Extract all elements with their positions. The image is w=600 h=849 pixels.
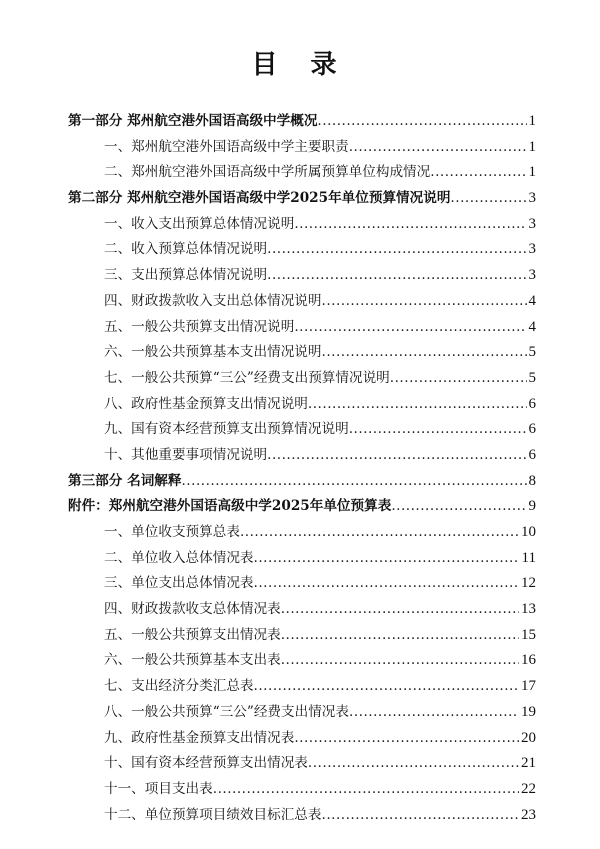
toc-entry[interactable] [68, 109, 536, 135]
toc-entry-label: 十、国有资本经营预算支出情况表 [104, 755, 308, 772]
toc-entry-page-number: 12 [521, 575, 536, 592]
toc-entry[interactable] [68, 520, 536, 546]
dot-leader [308, 755, 519, 771]
toc-entry[interactable] [68, 700, 536, 726]
toc-entry[interactable] [68, 751, 536, 777]
toc-entry[interactable] [68, 777, 536, 803]
page-title: 目 录 [251, 50, 349, 80]
table-of-contents [68, 109, 536, 828]
dot-leader [390, 370, 527, 386]
toc-entry-label: 五、一般公共预算支出情况说明 [104, 318, 295, 335]
dot-leader [281, 601, 519, 617]
toc-entry-page-number: 22 [521, 780, 536, 797]
toc-entry-page-number: 5 [528, 369, 536, 386]
toc-entry[interactable] [68, 135, 536, 161]
toc-entry[interactable] [68, 726, 536, 752]
toc-entry[interactable] [68, 469, 536, 495]
toc-entry-page-number: 1 [528, 164, 536, 181]
dot-leader [254, 575, 519, 591]
dot-leader [281, 652, 519, 668]
dot-leader [294, 319, 526, 335]
toc-entry-label: 二、郑州航空港外国语高级中学所属预算单位构成情况 [104, 164, 431, 181]
toc-entry-label: 八、一般公共预算“三公”经费支出情况表 [104, 703, 349, 720]
toc-entry-label: 十二、单位预算项目绩效目标汇总表 [104, 806, 322, 823]
toc-entry-label: 八、政府性基金预算支出情况说明 [104, 395, 308, 412]
toc-entry-page-number: 3 [528, 241, 536, 258]
toc-entry[interactable] [68, 160, 536, 186]
dot-leader [308, 396, 527, 412]
toc-entry[interactable] [68, 417, 536, 443]
toc-entry-label: 四、财政拨款收入支出总体情况说明 [104, 292, 322, 309]
toc-entry-page-number: 3 [528, 215, 536, 232]
toc-entry-label: 九、政府性基金预算支出情况表 [104, 729, 295, 746]
dot-leader [322, 344, 527, 360]
toc-entry-page-number: 19 [521, 703, 536, 720]
dot-leader [254, 550, 520, 566]
dot-leader [322, 293, 527, 309]
toc-entry-label: 二、收入预算总体情况说明 [104, 241, 268, 258]
toc-entry-label: 一、单位收支预算总表 [104, 524, 240, 540]
toc-entry-label: 第一部分 郑州航空港外国语高级中学概况 [68, 113, 318, 129]
toc-entry-page-number: 4 [528, 292, 536, 309]
dot-leader [267, 241, 526, 257]
dot-leader [430, 164, 526, 180]
toc-entry-page-number: 11 [521, 549, 536, 566]
toc-entry-page-number: 15 [521, 626, 536, 643]
toc-entry-label: 一、郑州航空港外国语高级中学主要职责 [104, 138, 349, 155]
toc-entry-label: 一、收入支出预算总体情况说明 [104, 215, 295, 232]
dot-leader [317, 113, 526, 129]
toc-entry-page-number: 1 [528, 113, 536, 129]
toc-entry-label: 附件：郑州航空港外国语高级中学2025年单位预算表 [68, 498, 392, 515]
toc-entry[interactable] [68, 494, 536, 520]
toc-entry-label: 四、财政拨款收支总体情况表 [104, 601, 281, 618]
dot-leader [294, 216, 526, 232]
toc-entry-page-number: 8 [528, 472, 536, 489]
dot-leader [349, 421, 527, 437]
dot-leader [349, 704, 519, 720]
toc-entry-page-number: 6 [528, 395, 536, 412]
dot-leader [267, 447, 526, 463]
toc-entry[interactable] [68, 289, 536, 315]
toc-entry-page-number: 1 [528, 138, 536, 155]
toc-entry-label: 二、单位收入总体情况表 [104, 549, 254, 566]
toc-entry-page-number: 3 [528, 267, 536, 284]
toc-entry[interactable] [68, 623, 536, 649]
toc-entry-page-number: 17 [521, 678, 536, 695]
toc-entry[interactable] [68, 340, 536, 366]
toc-entry-label: 三、支出预算总体情况说明 [104, 267, 268, 284]
dot-leader [349, 139, 527, 155]
toc-entry[interactable] [68, 237, 536, 263]
toc-entry-page-number: 23 [521, 806, 536, 823]
toc-entry-page-number: 4 [528, 318, 536, 335]
toc-entry[interactable] [68, 263, 536, 289]
toc-entry[interactable] [68, 546, 536, 572]
dot-leader [181, 473, 526, 489]
toc-entry[interactable] [68, 315, 536, 341]
toc-entry-page-number: 10 [521, 524, 536, 540]
toc-entry-page-number: 3 [528, 190, 536, 207]
toc-entry[interactable] [68, 212, 536, 238]
dot-leader [391, 498, 526, 514]
toc-entry[interactable] [68, 366, 536, 392]
toc-entry-page-number: 16 [521, 652, 536, 669]
toc-entry-label: 六、一般公共预算基本支出表 [104, 652, 281, 669]
toc-entry-page-number: 9 [528, 498, 536, 515]
toc-entry[interactable] [68, 392, 536, 418]
toc-entry[interactable] [68, 648, 536, 674]
toc-entry-label: 九、国有资本经营预算支出预算情况说明 [104, 421, 349, 438]
toc-entry-label: 三、单位支出总体情况表 [104, 575, 254, 592]
toc-entry-page-number: 6 [528, 446, 536, 463]
dot-leader [254, 678, 519, 694]
toc-entry-label: 第二部分 郑州航空港外国语高级中学2025年单位预算情况说明 [68, 190, 451, 207]
toc-entry[interactable] [68, 443, 536, 469]
toc-entry[interactable] [68, 186, 536, 212]
toc-entry[interactable] [68, 803, 536, 829]
dot-leader [294, 730, 519, 746]
toc-entry-page-number: 13 [521, 601, 536, 618]
toc-entry-page-number: 21 [521, 755, 536, 772]
toc-entry-label: 六、一般公共预算基本支出情况说明 [104, 344, 322, 361]
dot-leader [450, 190, 526, 206]
dot-leader [240, 524, 519, 540]
toc-entry[interactable] [68, 597, 536, 623]
dot-leader [213, 781, 519, 797]
toc-entry-label: 五、一般公共预算支出情况表 [104, 626, 281, 643]
toc-entry-page-number: 6 [528, 421, 536, 438]
dot-leader [322, 807, 520, 823]
toc-entry-label: 十一、项目支出表 [104, 780, 213, 797]
dot-leader [267, 267, 526, 283]
toc-entry-label: 第三部分 名词解释 [68, 472, 182, 489]
toc-entry-label: 十、其他重要事项情况说明 [104, 446, 268, 463]
toc-entry-page-number: 5 [528, 344, 536, 361]
toc-entry[interactable] [68, 571, 536, 597]
toc-entry-label: 七、一般公共预算“三公”经费支出预算情况说明 [104, 369, 390, 386]
dot-leader [281, 627, 519, 643]
toc-entry-label: 七、支出经济分类汇总表 [104, 678, 254, 695]
toc-entry[interactable] [68, 674, 536, 700]
toc-entry-page-number: 20 [521, 729, 536, 746]
